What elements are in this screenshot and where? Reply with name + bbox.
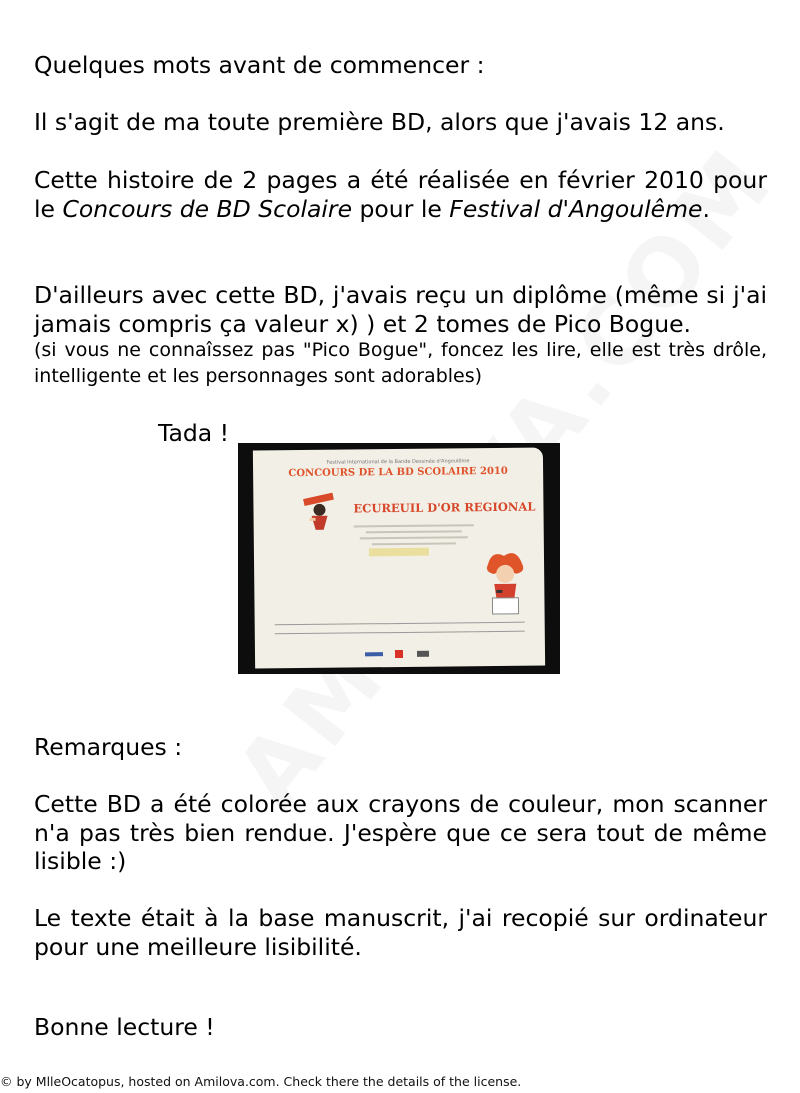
character-illustration-left <box>301 490 341 534</box>
diploma-certificate <box>253 447 545 668</box>
intro-paragraph-contest: Cette histoire de 2 pages a été réalisée en février 2010 pour le Concours de BD Scolaire pour le Festival d'Angoulême. <box>34 166 767 223</box>
contest-name: Concours de BD Scolaire <box>62 194 353 223</box>
intro-line: Il s'agit de ma toute première BD, alors que j'avais 12 ans. <box>34 108 725 136</box>
certificate-header: Festival International de la Bande Dessinée d'Angoulême <box>326 458 470 466</box>
intro-heading: Quelques mots avant de commencer : <box>34 51 485 79</box>
signature-lines <box>275 614 525 643</box>
sponsor-logos <box>365 649 445 660</box>
certificate-text-lines <box>354 520 474 549</box>
remarks-heading: Remarques : <box>34 733 183 761</box>
certificate-title: CONCOURS DE LA BD SCOLAIRE 2010 <box>288 465 508 480</box>
closing-line: Bonne lecture ! <box>34 1013 215 1041</box>
remarks-paragraph-text: Le texte était à la base manuscrit, j'ai recopié sur ordinateur pour une meilleure lisibilité. <box>34 904 767 961</box>
license-footer: © by MlleOcatopus, hosted on Amilova.com. Check there the details of the license. <box>0 1074 522 1089</box>
character-illustration-right <box>482 550 529 620</box>
festival-name: Festival d'Angoulême <box>449 194 703 223</box>
intro-note: (si vous ne connaîssez pas "Pico Bogue", foncez les lire, elle est très drôle, intelligente et les personnages sont adorables) <box>34 339 767 387</box>
tada-label: Tada ! <box>158 419 230 447</box>
remarks-paragraph-colour: Cette BD a été colorée aux crayons de couleur, mon scanner n'a pas très bien rendue. J'espère que ce sera tout de même lisible :) <box>34 790 767 875</box>
recipient-name-box <box>369 548 429 557</box>
intro-paragraph-diploma: D'ailleurs avec cette BD, j'avais reçu un diplôme (même si j'ai jamais compris ça valeur x) ) et 2 tomes de Pico Bogue. <box>34 281 767 338</box>
certificate-award: ECUREUIL D'OR REGIONAL <box>353 499 536 516</box>
diploma-photo <box>238 443 560 674</box>
